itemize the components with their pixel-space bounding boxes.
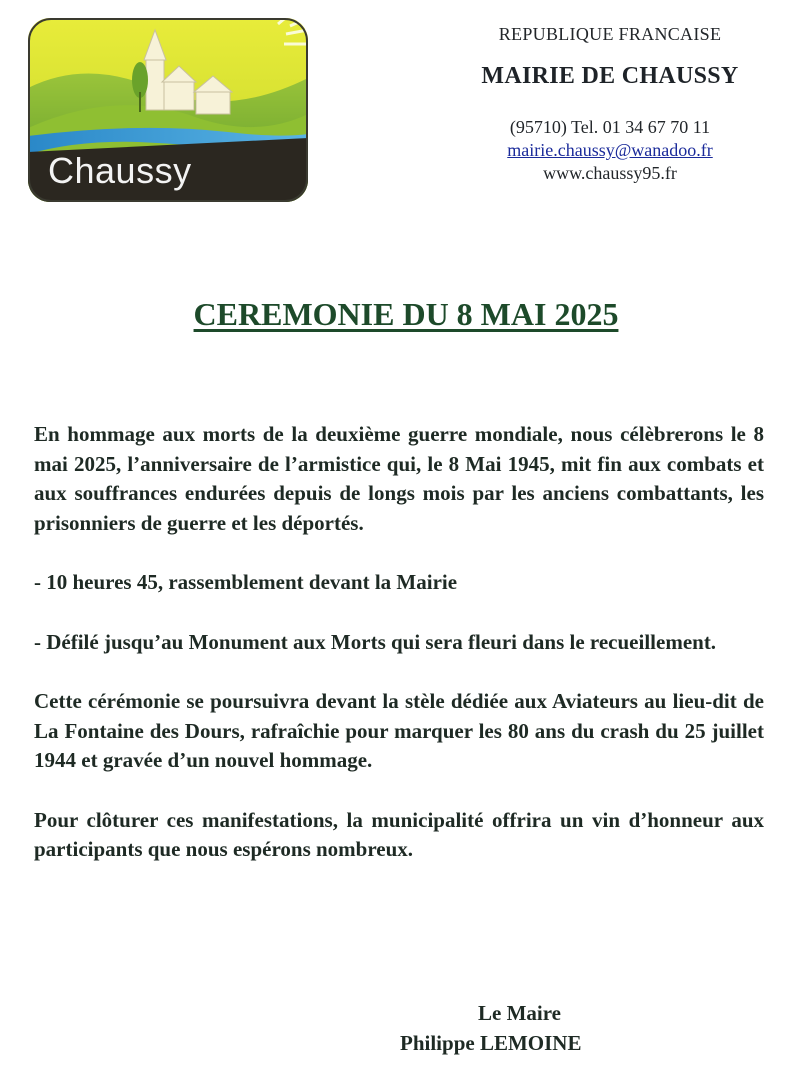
- stele-paragraph: Cette cérémonie se poursuivra devant la stèle dédiée aux Aviateurs au lieu-dit de La Fontaine des Dours, rafraîchie pour marquer les 80 ans du crash du 25 juillet 1944 et gravée d’un nouvel hommage.: [34, 689, 764, 772]
- mairie-header: [440, 22, 780, 185]
- logo-town-name: Chaussy: [48, 150, 192, 191]
- signature-name: Philippe LEMOINE: [400, 1031, 582, 1055]
- schedule-item-gathering: - 10 heures 45, rassemblement devant la Mairie: [34, 570, 458, 594]
- town-logo: [28, 18, 308, 202]
- contact-block: [440, 116, 780, 185]
- website-link[interactable]: www.chaussy95.fr: [543, 163, 677, 183]
- closing-paragraph: Pour clôturer ces manifestations, la municipalité offrira un vin d’honneur aux participants que nous espérons nombreux.: [34, 807, 764, 861]
- signature-block: [400, 998, 620, 1058]
- email-link[interactable]: mairie.chaussy@wanadoo.fr: [507, 140, 713, 160]
- signature-role: Le Maire: [478, 1001, 561, 1025]
- page-title: CEREMONIE DU 8 MAI 2025: [193, 296, 619, 332]
- phone-number: (95710) Tel. 01 34 67 70 11: [509, 117, 711, 137]
- republique-label: REPUBLIQUE FRANCAISE: [498, 24, 722, 44]
- mairie-name: MAIRIE DE CHAUSSY: [481, 63, 739, 89]
- intro-paragraph: En hommage aux morts de la deuxième guerre mondiale, nous célèbrerons le 8 mai 2025, l’anniversaire de l’armistice qui, le 8 Mai 1945, mit fin aux combats et aux souffrances endurées depuis de longs mois par les anciens combattants, les prisonniers de guerre et les déportés.: [34, 422, 764, 535]
- letter-body: [34, 420, 764, 865]
- schedule-item-parade: - Défilé jusqu’au Monument aux Morts qui sera fleuri dans le recueillement.: [34, 629, 717, 654]
- page-title-wrapper: [0, 296, 812, 333]
